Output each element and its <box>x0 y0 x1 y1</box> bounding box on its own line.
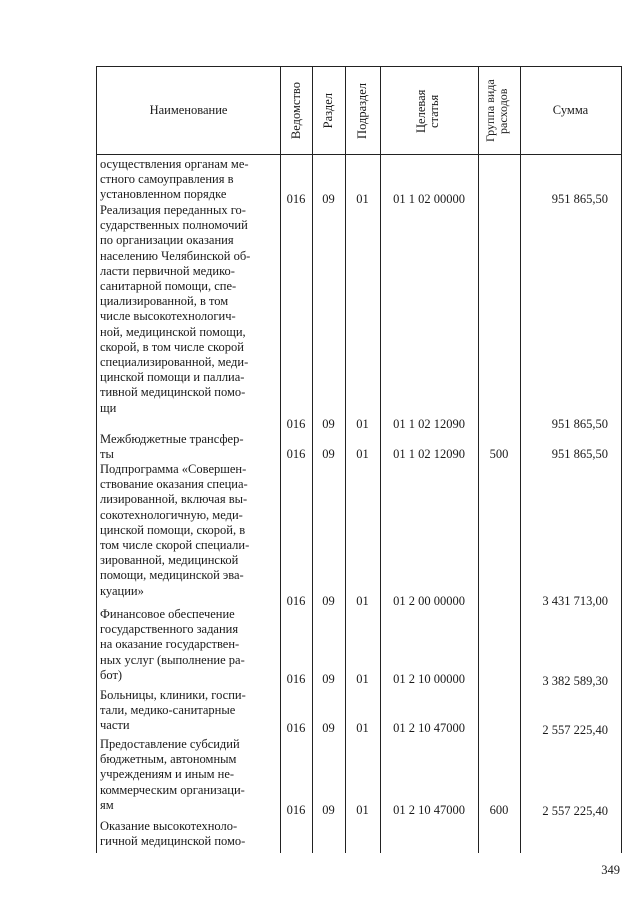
row-ministry: 016 <box>286 721 306 735</box>
header-name-label: Наименование <box>149 103 228 117</box>
row-amount: 3 431 713,00 <box>542 594 608 608</box>
row-ministry: 016 <box>286 672 306 686</box>
row-section: 09 <box>322 721 335 735</box>
row-section: 09 <box>322 192 335 206</box>
row-ministry: 016 <box>286 192 306 206</box>
row-section: 09 <box>322 803 335 817</box>
row-ministry: 016 <box>286 447 306 461</box>
header-subsection-label: Подраздел <box>355 82 369 139</box>
header-ministry <box>280 67 312 154</box>
row-amount: 2 557 225,40 <box>542 804 608 818</box>
row-section: 09 <box>322 594 335 608</box>
row-article: 01 1 02 12090 <box>393 447 465 461</box>
header-amount <box>520 67 621 154</box>
row-name: Финансовое обеспечение государственного задания на оказание государствен- ных услуг (выполнение ра- бот) <box>100 607 245 682</box>
row-ministry: 016 <box>286 417 306 431</box>
row-section: 09 <box>322 672 335 686</box>
row-section: 09 <box>322 417 335 431</box>
header-section <box>312 67 345 154</box>
row-amount: 2 557 225,40 <box>542 723 608 737</box>
header-target-article <box>380 67 478 154</box>
row-group: 600 <box>489 803 509 817</box>
row-amount: 951 865,50 <box>551 417 608 431</box>
row-amount: 3 382 589,30 <box>542 674 608 688</box>
row-name: Реализация переданных го- сударственных полномочий по организации оказания населению Челябинской об- ласти первичной медико- санитарной помощи, спе- циализированной, в том числе высокотехнологич- ной, медицинской помощи, скорой, в том числе скорой специализированной, меди- цинской помощи и паллиа- тивной медицинской помо- щи <box>100 203 251 415</box>
row-ministry: 016 <box>286 594 306 608</box>
row-subsection: 01 <box>356 192 369 206</box>
row-article: 01 1 02 12090 <box>393 417 465 431</box>
row-subsection: 01 <box>356 447 369 461</box>
header-name <box>97 67 280 154</box>
row-ministry: 016 <box>286 803 306 817</box>
row-article: 01 2 10 00000 <box>393 672 465 686</box>
row-article: 01 2 00 00000 <box>393 594 465 608</box>
row-name: осуществления органам ме- стного самоуправления в установленном порядке <box>100 157 249 202</box>
header-target-article-label: Целевая статья <box>414 88 441 133</box>
header-amount-label: Сумма <box>552 103 589 117</box>
header-subsection <box>345 67 380 154</box>
row-subsection: 01 <box>356 417 369 431</box>
row-name: Больницы, клиники, госпи- тали, медико-санитарные части <box>100 688 246 733</box>
row-amount: 951 865,50 <box>551 192 608 206</box>
budget-table <box>96 66 622 853</box>
row-name: Подпрограмма «Совершен- ствование оказания специа- лизированной, включая вы- сокотехнологичную, меди- цинской помощи, скорой, в том числе скорой специали- зированной, медицинской помощи, медицинской эва- куации» <box>100 462 250 598</box>
row-subsection: 01 <box>356 594 369 608</box>
row-subsection: 01 <box>356 803 369 817</box>
row-name: Оказание высокотехноло- гичной медицинской помо- <box>100 819 246 849</box>
row-name: Предоставление субсидий бюджетным, автономным учреждениям и иным не- коммерческим организаци- ям <box>100 737 245 812</box>
header-section-label: Раздел <box>321 92 335 129</box>
header-ministry-label: Ведомство <box>288 81 303 140</box>
header-divider <box>97 154 621 155</box>
row-group: 500 <box>489 447 509 461</box>
row-article: 01 1 02 00000 <box>393 192 465 206</box>
header-expense-group-label: Группа вида расходов <box>483 79 510 142</box>
row-article: 01 2 10 47000 <box>393 721 465 735</box>
row-subsection: 01 <box>356 721 369 735</box>
header-expense-group <box>478 67 520 154</box>
row-section: 09 <box>322 447 335 461</box>
row-subsection: 01 <box>356 672 369 686</box>
row-name: Межбюджетные трансфер- ты <box>100 432 244 462</box>
row-amount: 951 865,50 <box>551 447 608 461</box>
row-article: 01 2 10 47000 <box>393 803 465 817</box>
page-number: 349 <box>601 863 620 877</box>
